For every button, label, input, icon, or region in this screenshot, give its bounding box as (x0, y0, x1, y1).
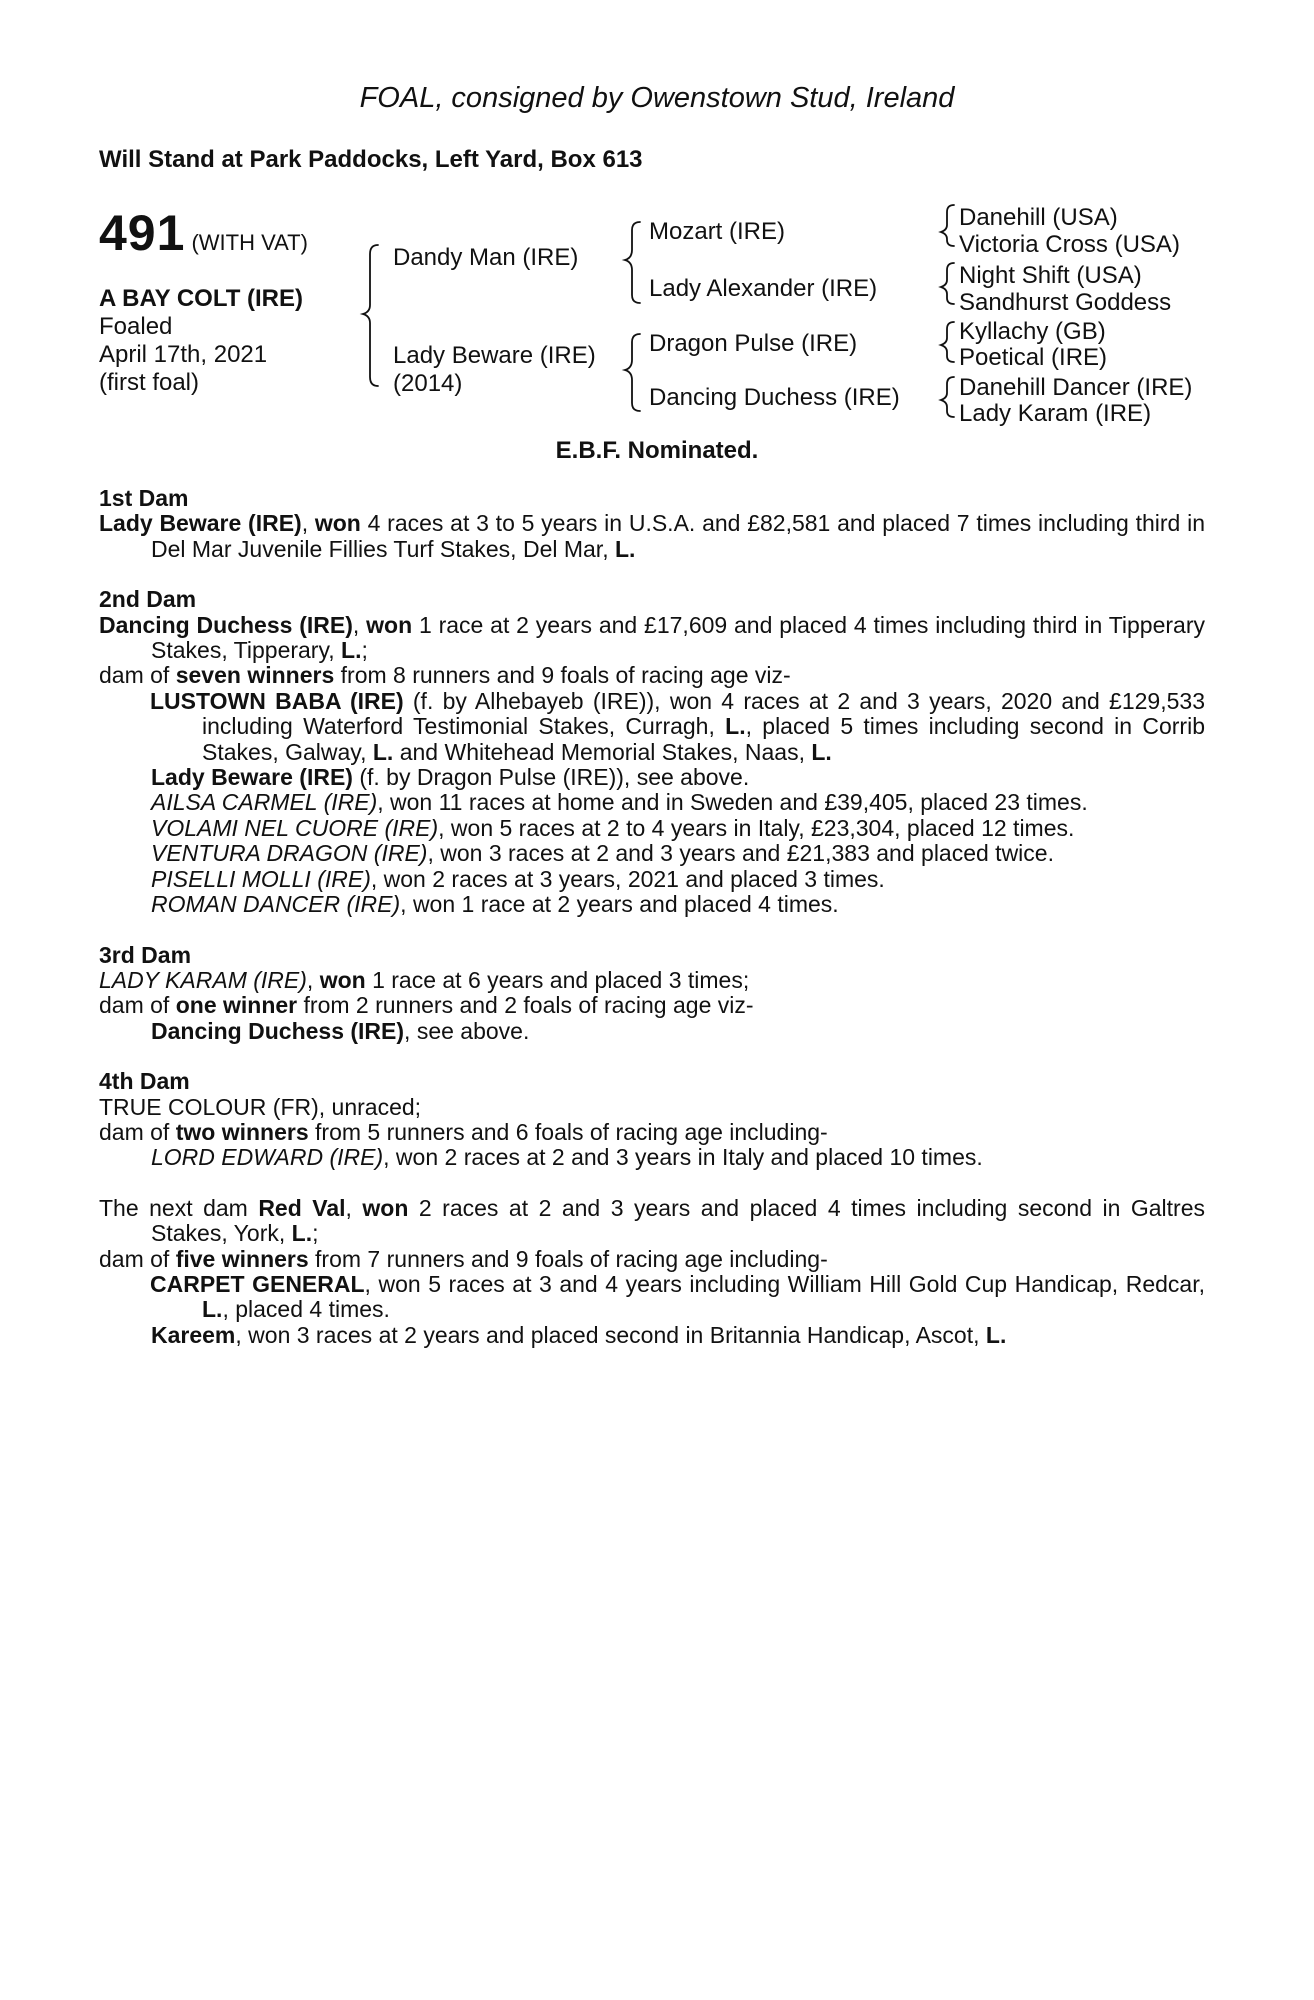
race-record: 1 race at 6 years and placed 3 times; (365, 966, 750, 993)
third-gen-name: Danehill (USA) (959, 204, 1118, 231)
dam-name: Dancing Duchess (IRE) (99, 611, 353, 638)
third-gen-name: Danehill Dancer (IRE) (959, 374, 1193, 401)
dam-of-line (99, 663, 1205, 688)
second-dam-section (99, 587, 1205, 917)
dam-year: (2014) (393, 370, 463, 397)
progeny-entry (99, 867, 1205, 892)
race-record: 4 races at 3 to 5 years in U.S.A. and £82,581 and placed 7 times including third in Del Mar Juvenile Fillies Turf Stakes, Del Mar, (151, 510, 1206, 562)
fourth-dam-section (99, 1069, 1205, 1171)
progeny-record: (f. by Alhebayeb (IRE)), won 4 races at 2 and 3 years, 2020 and £129,533 including Waterford Testimonial Stakes, Curragh, (202, 687, 1205, 740)
progeny-name: Kareem (151, 1321, 236, 1348)
catalogue-body (99, 486, 1205, 1373)
punctuation: ; (312, 1220, 319, 1247)
listed-marker: L. (291, 1220, 313, 1247)
progeny-entry (99, 790, 1205, 815)
listed-marker: L. (372, 738, 394, 765)
dam-name: LADY KARAM (IRE) (99, 966, 307, 993)
foaled-date: April 17th, 2021 (99, 341, 268, 368)
progeny-record: , won 2 races at 3 years, 2021 and placed 3 times. (370, 865, 885, 892)
progeny-record: , won 3 races at 2 and 3 years and £21,383 and placed twice. (427, 840, 1054, 867)
progeny-entry (99, 816, 1205, 841)
progeny-entry (99, 1145, 1205, 1170)
first-dam-record (99, 511, 1205, 562)
progeny-entry (99, 765, 1205, 790)
third-gen-name: Night Shift (USA) (959, 262, 1142, 289)
progeny-record: , won 5 races at 2 to 4 years in Italy, £23,304, placed 12 times. (438, 814, 1075, 841)
vat-note: (WITH VAT) (191, 230, 308, 255)
dam-of-label: dam of (99, 1118, 176, 1145)
listed-marker: L. (985, 1321, 1007, 1348)
progeny-entry (99, 1019, 1205, 1044)
third-gen-name: Lady Karam (IRE) (959, 400, 1152, 427)
winners-count: five winners (175, 1245, 309, 1272)
third-gen-name: Sandhurst Goddess (959, 289, 1172, 316)
section-heading: 4th Dam (99, 1068, 190, 1095)
winners-count: seven winners (175, 662, 335, 689)
listed-marker: L. (811, 738, 832, 765)
stand-location: Will Stand at Park Paddocks, Left Yard, Box 613 (99, 146, 643, 173)
progeny-record: , won 2 races at 2 and 3 years in Italy and placed 10 times. (383, 1144, 983, 1171)
progeny-name: CARPET GENERAL (150, 1270, 365, 1297)
third-gen-name: Poetical (IRE) (959, 344, 1108, 371)
progeny-record: , see above. (404, 1017, 530, 1044)
third-gen-name: Kyllachy (GB) (959, 318, 1106, 345)
separator: , (301, 510, 315, 537)
progeny-entry (99, 1323, 1205, 1348)
won-label: won (319, 966, 366, 993)
won-label: won (314, 510, 361, 537)
runners-summary: from 2 runners and 2 foals of racing age viz- (297, 992, 754, 1019)
second-dam-record (99, 613, 1205, 664)
section-heading: 2nd Dam (99, 586, 197, 613)
fourth-dam-record: TRUE COLOUR (FR), unraced; (99, 1093, 422, 1120)
section-heading: 1st Dam (99, 485, 189, 511)
dam-of-label: dam of (99, 662, 176, 689)
dam-name: Red Val (258, 1194, 346, 1221)
punctuation: ; (361, 637, 368, 664)
progeny-name: PISELLI MOLLI (IRE) (151, 865, 371, 892)
lot-number: 491 (99, 205, 186, 261)
separator: , (352, 611, 367, 638)
won-label: won (366, 611, 413, 638)
progeny-name: LORD EDWARD (IRE) (151, 1144, 384, 1171)
progeny-record: (f. by Dragon Pulse (IRE)), see above. (352, 764, 750, 791)
progeny-entry (99, 1272, 1205, 1323)
progeny-record: , placed 5 times including second in Corrib Stakes, Galway, (202, 713, 1205, 765)
progeny-name: AILSA CARMEL (IRE) (151, 789, 378, 816)
winners-count: one winner (175, 992, 298, 1019)
race-record: 2 races at 2 and 3 years and placed 4 times including second in Galtres Stakes, York, (151, 1194, 1205, 1247)
progeny-name: Lady Beware (IRE) (151, 764, 353, 791)
progeny-record: , won 1 race at 2 years and placed 4 times. (400, 891, 839, 918)
third-dam-record (99, 968, 1205, 993)
progeny-entry (99, 689, 1205, 765)
listed-marker: L. (202, 1296, 223, 1323)
progeny-entry (99, 892, 1205, 917)
foaled-label: Foaled (99, 313, 173, 340)
listed-marker: L. (341, 637, 362, 664)
progeny-name: VOLAMI NEL CUORE (IRE) (151, 814, 439, 841)
race-record: 1 race at 2 years and £17,609 and placed 4 times including third in Tipperary Stakes, Tipperary, (151, 611, 1206, 664)
dam-sire-name: Dragon Pulse (IRE) (649, 330, 858, 357)
listed-marker: L. (614, 535, 636, 562)
listed-marker: L. (725, 713, 746, 740)
progeny-record: , won 5 races at 3 and 4 years including William Hill Gold Cup Handicap, Redcar, (364, 1270, 1205, 1297)
separator: , (306, 966, 320, 993)
third-gen-name: Victoria Cross (USA) (959, 231, 1180, 258)
progeny-name: VENTURA DRAGON (IRE) (151, 840, 428, 867)
progeny-record: and Whitehead Memorial Stakes, Naas, (393, 738, 812, 765)
progeny-record: , won 11 races at home and in Sweden and £39,405, placed 23 times. (377, 789, 1088, 816)
dam-dam-name: Dancing Duchess (IRE) (649, 384, 900, 411)
runners-summary: from 8 runners and 9 foals of racing age viz- (334, 662, 791, 689)
consignment-title: FOAL, consigned by Owenstown Stud, Ireland (359, 82, 955, 114)
dam-of-label: dam of (99, 1245, 176, 1272)
foal-note: (first foal) (99, 369, 200, 396)
won-label: won (362, 1194, 409, 1221)
dam-of-line (99, 1247, 1205, 1272)
ebf-nomination: E.B.F. Nominated. (555, 437, 759, 464)
dam-of-line (99, 993, 1205, 1018)
sire-dam-name: Lady Alexander (IRE) (649, 275, 878, 302)
section-heading: 3rd Dam (99, 941, 192, 968)
dam-of-line (99, 1120, 1205, 1145)
dam-name: Lady Beware (IRE) (393, 342, 596, 369)
dam-of-label: dam of (99, 992, 176, 1019)
separator: , (345, 1194, 363, 1221)
progeny-name: ROMAN DANCER (IRE) (151, 891, 401, 918)
progeny-record: , won 3 races at 2 years and placed second in Britannia Handicap, Ascot, (235, 1321, 986, 1348)
next-dam-label: The next dam (99, 1194, 259, 1221)
third-dam-section (99, 943, 1205, 1045)
dam-name: Lady Beware (IRE) (99, 510, 302, 537)
runners-summary: from 7 runners and 9 foals of racing age including- (308, 1245, 828, 1272)
progeny-entry (99, 841, 1205, 866)
horse-name: A BAY COLT (IRE) (99, 285, 304, 312)
progeny-name: Dancing Duchess (IRE) (151, 1017, 405, 1044)
sire-sire-name: Mozart (IRE) (649, 218, 786, 245)
winners-count: two winners (175, 1118, 309, 1145)
sire-name: Dandy Man (IRE) (393, 244, 579, 271)
progeny-record: , placed 4 times. (222, 1296, 390, 1323)
next-dam-section (99, 1196, 1205, 1348)
next-dam-record (99, 1196, 1205, 1247)
runners-summary: from 5 runners and 6 foals of racing age including- (308, 1118, 828, 1145)
progeny-name: LUSTOWN BABA (IRE) (150, 687, 404, 714)
first-dam-section (99, 486, 1205, 562)
